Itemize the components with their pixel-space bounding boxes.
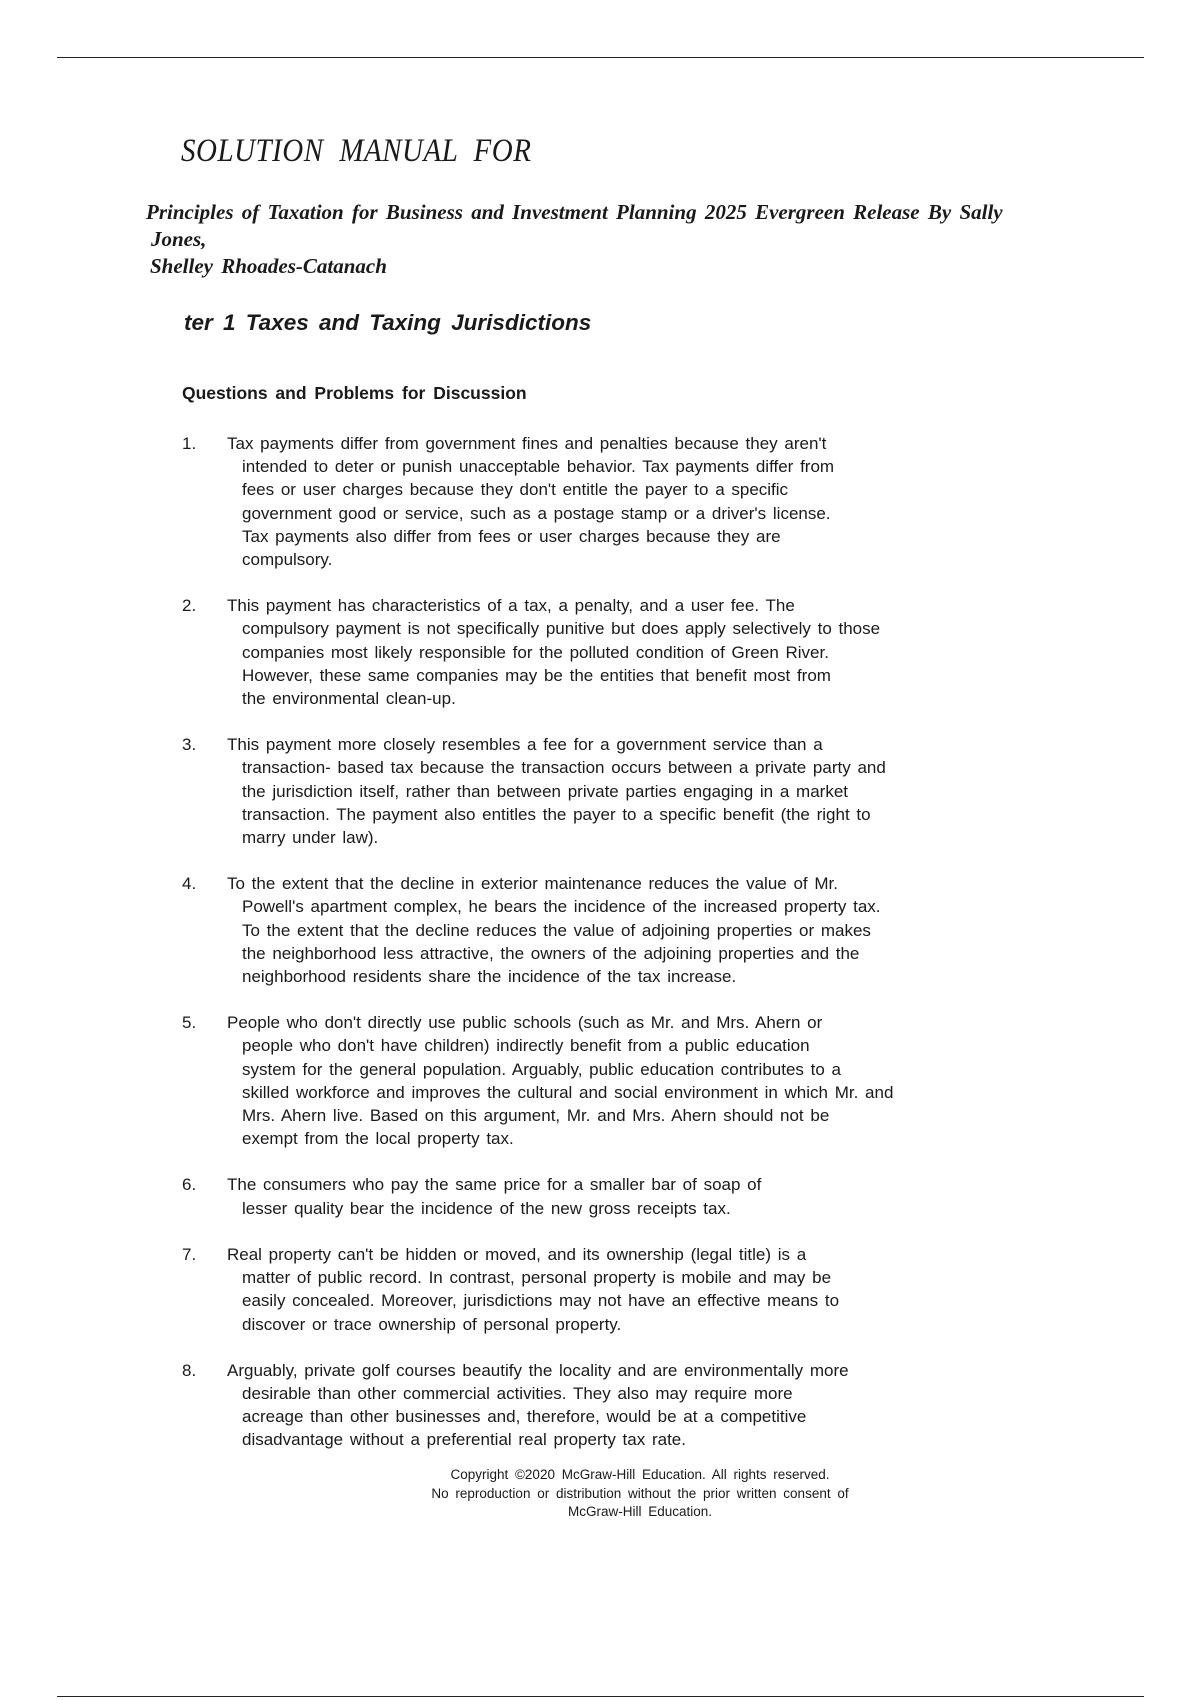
- copyright-line: No reproduction or distribution without the prior written consent of: [431, 1485, 849, 1501]
- answer-number: 7.: [182, 1244, 197, 1264]
- answer-text-line: Powell's apartment complex, he bears the incidence of the increased property tax.: [242, 897, 881, 917]
- manual-title: SOLUTION MANUAL FOR: [181, 133, 532, 169]
- answer-text-line: Tax payments also differ from fees or user charges because they are: [242, 526, 781, 546]
- answer-item: [182, 1359, 1102, 1452]
- answer-text-line: compulsory.: [242, 550, 333, 570]
- answer-text-line: Mrs. Ahern live. Based on this argument, Mr. and Mrs. Ahern should not be: [242, 1106, 830, 1126]
- copyright-line: McGraw-Hill Education.: [567, 1504, 713, 1519]
- book-title-line: Principles of Taxation for Business and Investment Planning 2025 Evergreen Release By Sally: [146, 200, 1003, 224]
- answer-text-line: marry under law).: [242, 828, 379, 848]
- bottom-rule: [57, 1696, 1144, 1697]
- answer-text-line: skilled workforce and improves the cultural and social environment in which Mr. and: [242, 1082, 894, 1102]
- book-title-authors: Shelley Rhoades-Catanach: [150, 254, 387, 278]
- section-heading: Questions and Problems for Discussion: [182, 383, 527, 403]
- copyright-notice: [340, 1466, 940, 1522]
- answer-number: 4.: [182, 874, 197, 894]
- answer-text-line: neighborhood residents share the incidence of the tax increase.: [242, 967, 737, 987]
- answer-text-line: desirable than other commercial activities. They also may require more: [242, 1383, 793, 1403]
- answer-text-line: To the extent that the decline in exterior maintenance reduces the value of Mr.: [227, 874, 838, 894]
- answer-item: [182, 1173, 1102, 1219]
- answer-item: [182, 733, 1102, 849]
- answer-number: 6.: [182, 1175, 197, 1195]
- answer-text-line: exempt from the local property tax.: [242, 1129, 514, 1149]
- answer-item: [182, 1011, 1102, 1150]
- answer-item: [182, 432, 1102, 571]
- answer-text-line: To the extent that the decline reduces the value of adjoining properties or makes: [242, 920, 871, 940]
- answer-text-line: Real property can't be hidden or moved, and its ownership (legal title) is a: [227, 1244, 807, 1264]
- answer-text-line: This payment more closely resembles a fee for a government service than a: [227, 735, 823, 755]
- answer-item: [182, 594, 1102, 710]
- book-title: [146, 199, 1166, 280]
- answer-item: [182, 1243, 1102, 1336]
- answer-text-line: transaction. The payment also entitles the payer to a specific benefit (the right to: [242, 804, 871, 824]
- copyright-line: Copyright ©2020 McGraw-Hill Education. All rights reserved.: [450, 1467, 830, 1482]
- answer-text-line: system for the general population. Arguably, public education contributes to a: [242, 1059, 841, 1079]
- answer-number: 8.: [182, 1360, 197, 1380]
- answer-text-line: Tax payments differ from government fines and penalties because they aren't: [227, 434, 827, 453]
- answer-text-line: lesser quality bear the incidence of the new gross receipts tax.: [242, 1198, 731, 1218]
- answer-number: 2.: [182, 596, 197, 616]
- answer-text-line: The consumers who pay the same price for a smaller bar of soap of: [227, 1175, 762, 1195]
- chapter-title: ter 1 Taxes and Taxing Jurisdictions: [184, 310, 592, 335]
- answer-text-line: easily concealed. Moreover, jurisdictions may not have an effective means to: [242, 1291, 840, 1311]
- answer-number: 3.: [182, 735, 197, 755]
- answer-text-line: the environmental clean-up.: [242, 689, 456, 709]
- answer-text-line: compulsory payment is not specifically punitive but does apply selectively to those: [242, 619, 881, 639]
- answer-text-line: Arguably, private golf courses beautify the locality and are environmentally more: [227, 1360, 849, 1380]
- answer-text-line: discover or trace ownership of personal property.: [242, 1314, 622, 1334]
- answer-text-line: intended to deter or punish unacceptable behavior. Tax payments differ from: [242, 457, 835, 477]
- answer-text-line: people who don't have children) indirectly benefit from a public education: [242, 1036, 810, 1056]
- answer-text-line: acreage than other businesses and, therefore, would be at a competitive: [242, 1407, 807, 1427]
- answer-text-line: companies most likely responsible for the polluted condition of Green River.: [242, 642, 829, 662]
- answer-text-line: fees or user charges because they don't entitle the payer to a specific: [242, 480, 789, 500]
- answer-text-line: government good or service, such as a postage stamp or a driver's license.: [242, 503, 831, 523]
- answer-number: 1.: [182, 434, 197, 453]
- answer-text-line: matter of public record. In contrast, personal property is mobile and may be: [242, 1268, 832, 1288]
- answer-number: 5.: [182, 1013, 197, 1033]
- book-title-line: Jones,: [151, 227, 207, 251]
- answer-list: [182, 432, 1102, 1475]
- answer-text-line: disadvantage without a preferential real property tax rate.: [242, 1430, 686, 1450]
- answer-text-line: the jurisdiction itself, rather than between private parties engaging in a market: [242, 781, 848, 801]
- top-rule: [57, 57, 1144, 58]
- answer-text-line: This payment has characteristics of a tax, a penalty, and a user fee. The: [227, 596, 795, 616]
- answer-text-line: transaction- based tax because the transaction occurs between a private party and: [242, 758, 886, 778]
- answer-text-line: the neighborhood less attractive, the owners of the adjoining properties and the: [242, 943, 860, 963]
- answer-text-line: People who don't directly use public schools (such as Mr. and Mrs. Ahern or: [227, 1013, 823, 1033]
- answer-text-line: However, these same companies may be the entities that benefit most from: [242, 665, 831, 685]
- answer-item: [182, 872, 1102, 988]
